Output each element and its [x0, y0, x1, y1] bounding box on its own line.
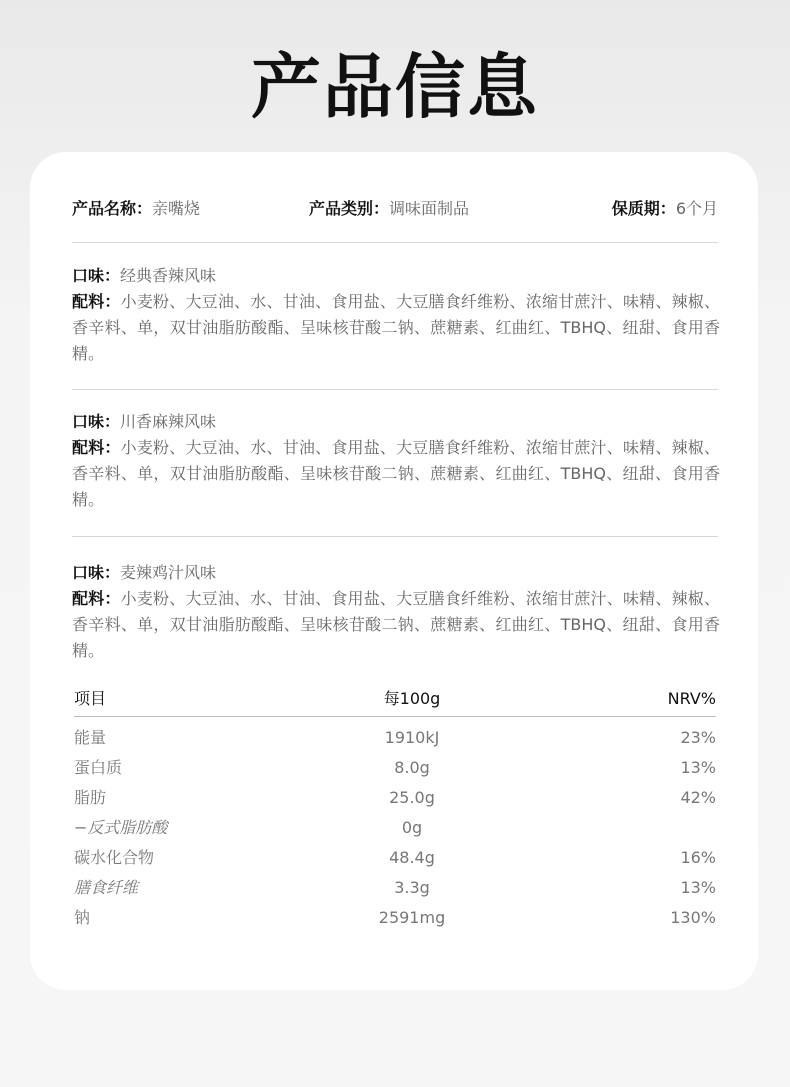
flavor-value: 麦辣鸡汁风味: [120, 563, 217, 582]
product-category: [309, 196, 469, 222]
nutrient-amount: 2591mg: [378, 908, 446, 927]
flavor-value: 经典香辣风味: [120, 266, 217, 285]
nutrient-nrv: 23%: [680, 728, 716, 747]
product-name: [72, 196, 200, 222]
table-row: [74, 813, 716, 843]
product-name-value: 亲嘴烧: [152, 199, 201, 218]
nutrient-name: 碳水化合物: [74, 848, 155, 867]
flavor-label: 口味：: [72, 412, 121, 431]
nutrient-nrv: 13%: [680, 758, 716, 777]
nutrition-body: [74, 717, 716, 933]
header-item: 项目: [74, 689, 107, 708]
shelf-life-label: 保质期：: [611, 199, 676, 218]
shelf-life-value: 6个月: [675, 199, 718, 218]
flavor-block: [72, 263, 720, 367]
header-nrv: NRV%: [667, 689, 716, 708]
table-row: [74, 903, 716, 933]
nutrient-name: 能量: [74, 728, 107, 747]
product-name-label: 产品名称：: [72, 199, 153, 218]
nutrition-header-row: [74, 684, 716, 714]
table-row: [74, 723, 716, 753]
nutrient-nrv: 42%: [680, 788, 716, 807]
nutrient-nrv: 16%: [680, 848, 716, 867]
product-info-card: [30, 152, 758, 990]
ingredients-label: 配料：: [72, 438, 121, 457]
divider: [72, 242, 718, 243]
flavor-line: [72, 560, 720, 586]
ingredients-value: 小麦粉、大豆油、水、甘油、食用盐、大豆膳食纤维粉、浓缩甘蔗汁、味精、辣椒、香辛料、单，双甘油脂肪酸酯、呈味核苷酸二钠、蔗糖素、红曲红、TBHQ、纽甜、食用香精。: [72, 292, 720, 363]
flavor-value: 川香麻辣风味: [120, 412, 217, 431]
table-row: [74, 873, 716, 903]
nutrient-amount: 48.4g: [389, 848, 435, 867]
product-category-value: 调味面制品: [389, 199, 470, 218]
flavor-line: [72, 263, 720, 289]
ingredients-label: 配料：: [72, 589, 121, 608]
nutrient-amount: 0g: [401, 818, 423, 837]
nutrient-name: −反式脂肪酸: [74, 818, 168, 837]
flavor-block: [72, 560, 720, 664]
table-row: [74, 783, 716, 813]
ingredients-value: 小麦粉、大豆油、水、甘油、食用盐、大豆膳食纤维粉、浓缩甘蔗汁、味精、辣椒、香辛料、单，双甘油脂肪酸酯、呈味核苷酸二钠、蔗糖素、红曲红、TBHQ、纽甜、食用香精。: [72, 438, 720, 509]
product-basic-info: [72, 196, 718, 222]
nutrient-name: 脂肪: [74, 788, 107, 807]
page-title: 产品信息: [251, 46, 539, 128]
header-per-100g: 每100g: [383, 689, 441, 708]
nutrient-name: 膳食纤维: [74, 878, 139, 897]
table-row: [74, 753, 716, 783]
nutrition-table: [74, 684, 716, 933]
flavor-label: 口味：: [72, 563, 121, 582]
ingredients-label: 配料：: [72, 292, 121, 311]
flavor-line: [72, 409, 720, 435]
nutrient-amount: 8.0g: [394, 758, 430, 777]
nutrient-nrv: 13%: [680, 878, 716, 897]
ingredients: [72, 586, 720, 664]
divider: [72, 536, 718, 537]
nutrient-amount: 25.0g: [389, 788, 435, 807]
nutrient-name: 钠: [74, 908, 91, 927]
flavor-block: [72, 409, 720, 513]
nutrient-name: 蛋白质: [74, 758, 123, 777]
nutrient-nrv: 130%: [670, 908, 716, 927]
table-row: [74, 843, 716, 873]
shelf-life: [612, 196, 718, 222]
flavor-label: 口味：: [72, 266, 121, 285]
ingredients-value: 小麦粉、大豆油、水、甘油、食用盐、大豆膳食纤维粉、浓缩甘蔗汁、味精、辣椒、香辛料、单，双甘油脂肪酸酯、呈味核苷酸二钠、蔗糖素、红曲红、TBHQ、纽甜、食用香精。: [72, 589, 720, 660]
ingredients: [72, 289, 720, 367]
nutrient-amount: 3.3g: [394, 878, 430, 897]
product-category-label: 产品类别：: [309, 199, 390, 218]
ingredients: [72, 435, 720, 513]
nutrient-amount: 1910kJ: [384, 728, 440, 747]
divider: [72, 389, 718, 390]
